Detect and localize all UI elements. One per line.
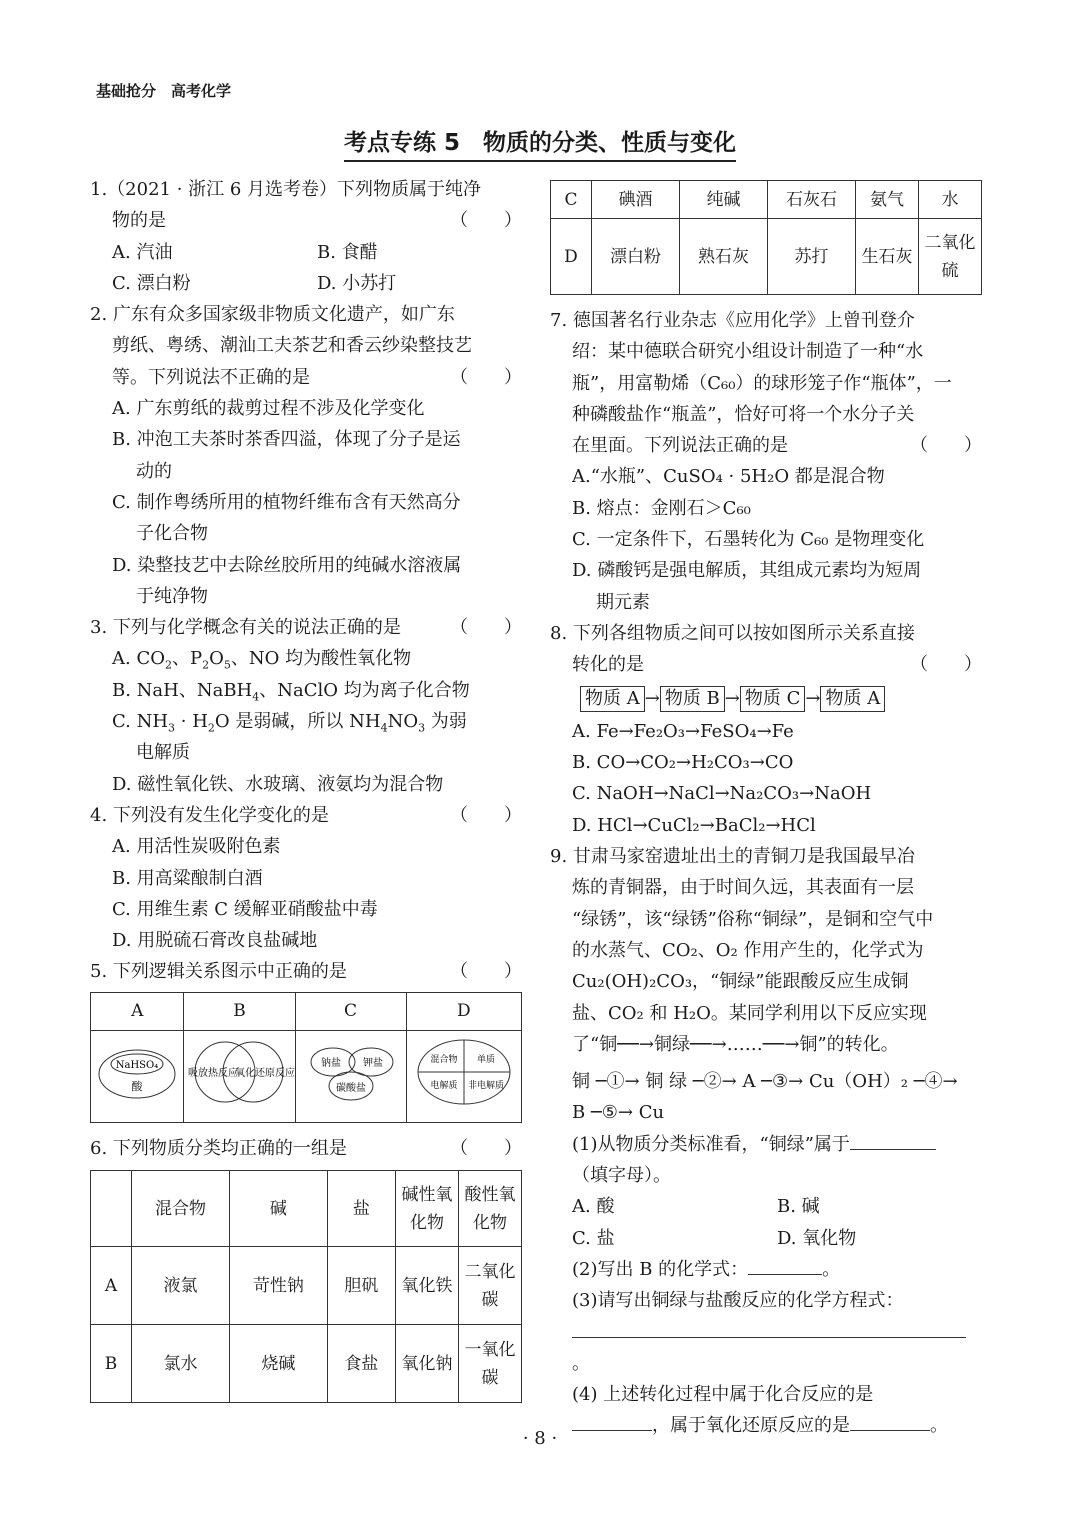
question-4: 4. 下列没有发生化学变化的是 （ ） A. 用活性炭吸附色素 B. 用高粱酿制白酒 C. 用维生素 C 缓解亚硝酸盐中毒 D. 用脱硫石膏改良盐碱地 [90,804,522,952]
svg-text:单质: 单质 [476,1054,495,1065]
svg-text:混合物: 混合物 [430,1054,458,1065]
svg-text:钠盐: 钠盐 [320,1057,341,1069]
question-8: 8. 下列各组物质之间可以按如图所示关系直接 转化的是 （ ） 物质 A → 物质 B → 物质 C → 物质 A A. Fe→Fe₂O₃→FeSO₄→Fe B. CO→CO₂→H₂CO₃→CO C. NaOH→NaCl→Na₂CO₃→NaOH D. HCl→CuCl₂→BaCl₂→HCl [550,622,982,836]
question-3: 3. 下列与化学概念有关的说法正确的是 （ ） A. $CO_2$、$P_2O_5$、NO 均为酸性氧化物 B. NaH、NaBH$_4$、NaClO 均为离子化合物 C. $NH_3 \cdot H_2O$ 是弱碱，所以 $NH_4NO_3$ 为弱 电解质 D. 磁性氧化铁、水玻璃、液氨均为混合物 [90,617,522,795]
svg-text:碳酸盐: 碳酸盐 [335,1082,366,1094]
classification-table: 混合物 碱 盐 碱性氧化物 酸性氧化物 A 液氯 苛性钠 胆矾 氧化铁 二氧化碳 B 氯水 烧碱 食盐 氧化钠 一氧化碳 [90,1170,522,1403]
diagram-b [184,1030,295,1122]
question-9: 9. 甘肃马家窑遗址出土的青铜刀是我国最早冶 炼的青铜器，由于时间久远，其表面有一层 “绿锈”，该“绿锈”俗称“铜绿”，是铜和空气中 的水蒸气、CO₂、O₂ 作用产生的，化学式为 Cu₂(OH)₂CO₃，“铜绿”能跟酸反应生成铜 盐、CO₂ 和 H₂O。某同学利用以下反应实现 了“铜──→铜绿──→……──→铜”的转化。 铜 ─①→ 铜 绿 ─②→ A ─③→ Cu（OH）₂ ─④→ B ─⑤→ Cu (1)从物质分类标准看，“铜绿”属于 （填字母）。 A. 酸 B. 碱 C. 盐 D. 氧化物 (2)写出 B 的化学式： 。 (3)请写出铜绿与盐酸反应的化学方程式： 。 (4) 上述转化过程中属于化合反应的是 ，属于氧化还原反应的是 。 [550,841,982,1442]
svg-text:氧化还原反应: 氧化还原反应 [235,1067,296,1079]
flow-diagram: 物质 A → 物质 B → 物质 C → 物质 A [550,683,982,714]
running-header: 基础抢分 高考化学 [96,82,232,100]
svg-text:吸放热反应: 吸放热反应 [188,1067,239,1079]
diagram-c [295,1030,406,1122]
question-2: 2. 广东有众多国家级非物质文化遗产，如广东 剪纸、粤绣、潮汕工夫茶艺和香云纱染整技艺 等。下列说法不正确的是 （ ） A. 广东剪纸的裁剪过程不涉及化学变化 B. 冲泡工夫茶时茶香四溢，体现了分子是运 动的 C. 制作粤绣所用的植物纤维布含有天然高分 子化合物 D. 染整技艺中去除丝胶所用的纯碱水溶液属 于纯净物 [90,304,522,607]
question-7: 7. 德国著名行业杂志《应用化学》上曾刊登介 绍：某中德联合研究小组设计制造了一种“水 瓶”，用富勒烯（C₆₀）的球形笼子作“瓶体”，一 种磷酸盐作“瓶盖”，恰好可将一个水分子关 在里面。下列说法正确的是 （ ） A.“水瓶”、CuSO₄ · 5H₂O 都是混合物 B. 熔点：金刚石＞C₆₀ C. 一定条件下，石墨转化为 C₆₀ 是物理变化 D. 磷酸钙是强电解质，其组成元素均为短周 期元素 [550,310,982,613]
question-1: 1.（2021 · 浙江 6 月选考卷）下列物质属于纯净 物的是 （ ） A. 汽油 B. 食醋 C. 漂白粉 D. 小苏打 [90,179,522,294]
question-6: 6. 下列物质分类均正确的一组是 （ ） 混合物 碱 盐 碱性氧化物 酸性氧化物 A 液氯 苛性钠 胆矾 氧化铁 二氧化碳 B 氯水 烧碱 食盐 氧化钠 一氧化碳 [90,1133,522,1403]
diagram-d [406,1030,521,1122]
svg-text:非电解质: 非电解质 [467,1080,504,1091]
page-number: · 8 · [522,1428,558,1449]
svg-text:钾盐: 钾盐 [362,1057,383,1069]
question-5: 5. 下列逻辑关系图示中正确的是 （ ） A B C D NaHSO₄ 酸 吸放热反应 氧化还原反应 钠盐 钾盐 碳酸盐 混合物 单质 电解质 非电解质 [90,956,522,1122]
svg-text:酸: 酸 [131,1079,143,1093]
classification-table-continued: C 碘酒 纯碱 石灰石 氨气 水 D 漂白粉 熟石灰 苏打 生石灰 二氧化硫 [550,180,982,295]
conversion-chain: 铜 ─①→ 铜 绿 ─②→ A ─③→ Cu（OH）₂ ─④→ [572,1071,958,1093]
left-column [90,174,522,1403]
svg-text:电解质: 电解质 [430,1080,458,1091]
right-column [550,180,982,1442]
diagram-a [91,1030,184,1122]
page-title: 考点专练 5 物质的分类、性质与变化 [0,124,1080,162]
logic-diagram-table: A B C D NaHSO₄ 酸 吸放热反应 氧化还原反应 钠盐 钾盐 碳酸盐 混合物 单质 电解质 非电解质 [90,992,522,1123]
svg-text:NaHSO₄: NaHSO₄ [115,1059,159,1071]
